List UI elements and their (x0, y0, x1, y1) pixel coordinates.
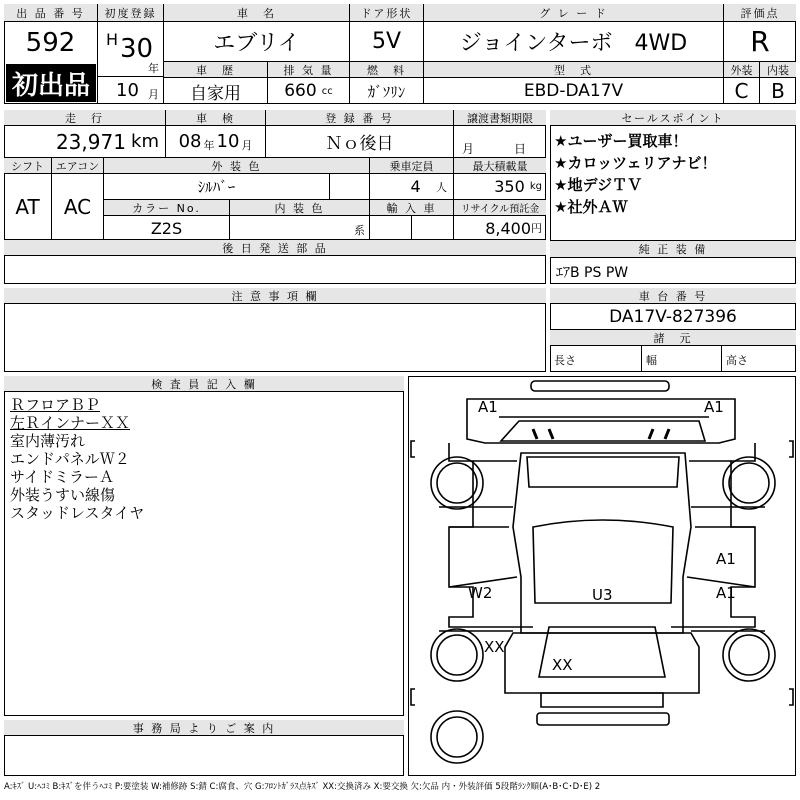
history: 自家用 (190, 83, 241, 104)
damage-mark: A1 (478, 398, 498, 416)
car-outline-svg (409, 377, 795, 775)
damage-mark: XX (484, 638, 505, 656)
inspector-list (10, 396, 144, 522)
displacement-label: 排 気 量 (268, 62, 350, 78)
inspection-year: 08 (178, 131, 202, 152)
import-label: 輸 入 車 (370, 200, 454, 216)
plate: Ｎｏ後日 (266, 126, 454, 158)
inspector-item: 左ＲインナーＸＸ (10, 414, 131, 432)
ac-label: エアコン (52, 158, 104, 174)
recycle-unit: 円 (531, 222, 542, 235)
mileage: 23,971 (55, 129, 126, 154)
load-unit: kg (529, 181, 542, 192)
car-name: エブリイ (164, 22, 350, 62)
width-label: 幅 (646, 354, 657, 367)
transfer-label: 譲渡書類期限 (454, 110, 546, 126)
interior-label: 内装 (760, 62, 796, 78)
exterior-grade: C (724, 78, 760, 104)
interior-grade: B (771, 79, 785, 103)
era: H (106, 30, 119, 49)
inspection-month: 10 (216, 131, 240, 152)
door-label: ドア形状 (350, 4, 424, 22)
damage-legend: A:ｷｽﾞ U:ﾍｺﾐ B:ｷｽﾞを伴うﾍｺﾐ P:要塗装 W:補修跡 S:錆 C:腐食、穴 G:ﾌﾛﾝﾄｶﾞﾗｽ点ｷｽﾞ XX:交換済み X:要交換 欠:欠品 内・外装評価 5段階ﾗﾝｸ順(A･B･C･D･E) 2 (4, 782, 601, 792)
dims-label: 諸 元 (550, 330, 796, 346)
sales-point: ★地デジＴＶ (554, 176, 643, 194)
reg-year: 30 (120, 34, 154, 64)
fuel-label: 燃 料 (350, 62, 424, 78)
inspector-item: 室内薄汚れ (10, 432, 86, 450)
model-label: 型 式 (424, 62, 724, 78)
damage-diagram (408, 376, 796, 776)
recycle-label: リサイクル預託金 (454, 200, 546, 216)
ext-color: ｼﾙﾊﾞｰ (197, 178, 236, 196)
reg-year-unit: 年 (148, 62, 159, 75)
damage-mark: A1 (704, 398, 724, 416)
recycle-fee: 8,400 (485, 218, 531, 238)
color-no-label: カラー No. (104, 200, 230, 216)
inspector-item: エンドパネルＷ２ (10, 450, 130, 468)
plate-label: 登 録 番 号 (266, 110, 454, 126)
mileage-unit: km (131, 131, 159, 152)
equipment-label: 純 正 装 備 (550, 240, 796, 258)
score: R (724, 22, 796, 62)
transfer-day: 日 (514, 142, 527, 156)
inspector-item: 外装うすい線傷 (10, 486, 116, 504)
car-name-label: 車 名 (164, 4, 350, 22)
capacity: 4 (410, 177, 421, 196)
reg-month: 10 (116, 80, 139, 101)
air-conditioner: AC (52, 174, 104, 240)
ext-color-label: 外 装 色 (104, 158, 370, 174)
inspector-item: サイドミラーＡ (10, 468, 114, 486)
office-label: 事 務 局 よ り ご 案 内 (4, 720, 404, 736)
displacement-unit: cc (321, 85, 333, 97)
sales-point: ★ユーザー買取車！ (554, 132, 688, 150)
load-label: 最大積載量 (454, 158, 546, 174)
lot-number: 592 (4, 22, 98, 64)
grade-label: グ レ ー ド (424, 4, 724, 22)
later-parts-label: 後 日 発 送 部 品 (4, 240, 546, 256)
damage-mark: XX (552, 656, 573, 674)
lot-number-label: 出 品 番 号 (4, 4, 98, 22)
fuel: ｶﾞｿﾘﾝ (367, 82, 406, 101)
mileage-label: 走 行 (4, 110, 166, 126)
sales-point: ★カロッツェリアナビ！ (554, 154, 717, 172)
sales-points-list (554, 130, 717, 218)
sales-point: ★社外ＡＷ (554, 198, 628, 216)
damage-mark: U3 (592, 586, 613, 604)
door-type: 5V (350, 22, 424, 62)
displacement: 660 (284, 81, 317, 101)
first-listing-badge: 初出品 (6, 64, 96, 102)
capacity-unit: 人 (436, 180, 447, 194)
inspection-label: 車 検 (166, 110, 266, 126)
transfer-month: 月 (462, 142, 475, 156)
damage-mark: W2 (468, 584, 493, 602)
damage-mark: A1 (716, 584, 736, 602)
shift: AT (4, 174, 52, 240)
int-color-label: 内 装 色 (230, 200, 370, 216)
color-no: Z2S (104, 216, 230, 240)
first-reg-label: 初度登録 (98, 4, 164, 22)
score-label: 評価点 (724, 4, 796, 22)
length-label: 長さ (554, 354, 576, 367)
model: EBD-DA17V (523, 81, 624, 101)
equipment: ｴｱB PS PW (556, 265, 629, 281)
reg-month-unit: 月 (148, 88, 159, 101)
shift-label: シフト (4, 158, 52, 174)
notes-label: 注 意 事 項 欄 (4, 288, 546, 304)
damage-mark: A1 (716, 550, 736, 568)
chassis-number: DA17V-827396 (550, 304, 796, 330)
history-label: 車 歴 (164, 62, 268, 78)
max-load: 350 (494, 177, 525, 196)
chassis-label: 車 台 番 号 (550, 288, 796, 304)
inspector-item: ＲフロアＢＰ (10, 396, 101, 414)
sales-points-label: セールスポイント (550, 110, 796, 126)
inspector-item: スタッドレスタイヤ (10, 504, 145, 522)
inspector-label: 検 査 員 記 入 欄 (4, 376, 404, 392)
int-color-unit: 系 (354, 224, 365, 237)
grade: ジョインターボ 4WD (424, 22, 724, 62)
height-label: 高さ (726, 354, 748, 367)
capacity-label: 乗車定員 (370, 158, 454, 174)
exterior-label: 外装 (724, 62, 760, 78)
